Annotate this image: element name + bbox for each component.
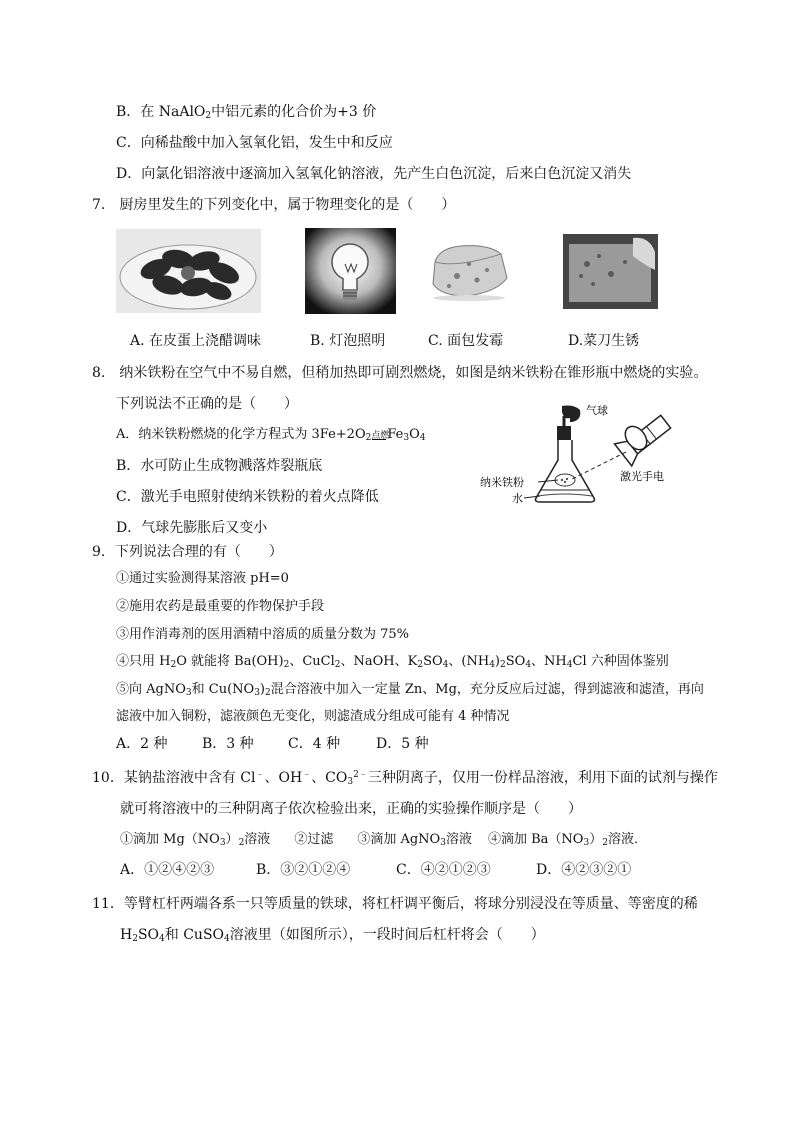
q10-option-a: A．①②④②③ bbox=[120, 862, 215, 878]
q8-experiment-diagram bbox=[478, 398, 708, 510]
q7-stem: 7. 厨房里发生的下列变化中，属于物理变化的是（ ） bbox=[92, 197, 456, 213]
q9-statement-1: ①通过实验测得某溶液 pH=0 bbox=[116, 571, 289, 586]
q7-image-light-bulb bbox=[305, 228, 396, 314]
q8-option-d: D．气球先膨胀后又变小 bbox=[116, 520, 268, 536]
q9-statement-3: ③用作消毒剂的医用酒精中溶质的质量分数为 75% bbox=[116, 627, 410, 642]
q8-option-b: B．水可防止生成物溅落炸裂瓶底 bbox=[116, 458, 323, 474]
q9-statement-5: ⑤向 AgNO$_3$和 $Cu(NO_3)_2$混合溶液中加入一定量 Zn、Mg，充分反应后过滤，得到滤液和滤渣，再向 bbox=[116, 682, 704, 698]
q10-option-d: D．④②③②① bbox=[536, 862, 632, 878]
q7-option-b: B. 灯泡照明 bbox=[310, 333, 386, 349]
q9-statement-4: ④只用 $H_2O$ 就能将 $Ba(OH)_2$、CuCl$_2$、NaOH、$K_2SO_4$、$(NH_4)_2SO_4$、$NH_4Cl$ 六种固体鉴别 bbox=[116, 654, 669, 670]
q9-option-c: C．4 种 bbox=[288, 736, 341, 752]
q6-option-d: D．向氯化铝溶液中逐滴加入氢氧化钠溶液，先产生白色沉淀，后来白色沉淀又消失 bbox=[116, 166, 632, 182]
label-iron-powder: 纳米铁粉 bbox=[480, 477, 524, 489]
q7-image-preserved-egg bbox=[116, 229, 261, 313]
q7-option-d: D.菜刀生锈 bbox=[568, 333, 640, 349]
q10-stem-line2: 就可将溶液中的三种阴离子依次检验出来，正确的实验操作顺序是（ ） bbox=[120, 801, 582, 817]
q6-option-b: B．在 NaAlO$_2$中铝元素的化合价为+3 价 bbox=[116, 104, 377, 121]
q7-option-a: A. 在皮蛋上浇醋调味 bbox=[130, 333, 262, 349]
label-laser-flashlight: 激光手电 bbox=[620, 471, 664, 483]
q8-option-a: A．纳米铁粉燃烧的化学方程式为 $3Fe+2O_2$点燃$Fe_3O_4$ bbox=[116, 427, 426, 443]
q9-option-b: B．3 种 bbox=[202, 736, 254, 752]
q6-option-c: C．向稀盐酸中加入氢氧化铝，发生中和反应 bbox=[116, 135, 393, 151]
q10-stem: 10．某钠盐溶液中含有 Cl﹣、OH﹣、$CO_3^{2﹣}$三种阴离子，仅用一份样品溶液，利用下面的试剂与操作 bbox=[92, 770, 718, 787]
label-balloon: 气球 bbox=[586, 405, 608, 417]
q9-option-d: D．5 种 bbox=[376, 736, 429, 752]
q7-image-moldy-bread bbox=[427, 240, 512, 302]
q9-statement-5-cont: 滤液中加入铜粉，滤液颜色无变化，则滤渣成分组成可能有 4 种情况 bbox=[116, 709, 510, 724]
q11-stem-line2: $H_2SO_4$和 CuSO$_4$溶液里（如图所示），一段时间后杠杆将会（ ） bbox=[120, 927, 545, 944]
q7-option-c: C. 面包发霉 bbox=[428, 333, 504, 349]
label-water: 水 bbox=[512, 493, 523, 505]
q10-option-c: C．④②①②③ bbox=[396, 862, 491, 878]
q11-stem: 11．等臂杠杆两端各系一只等质量的铁球，将杠杆调平衡后，将球分别浸没在等质量、等密度的稀 bbox=[92, 896, 698, 912]
q10-option-b: B．③②①②④ bbox=[256, 862, 351, 878]
q7-image-rusty-knife bbox=[563, 234, 658, 309]
q8-option-c: C．激光手电照射使纳米铁粉的着火点降低 bbox=[116, 489, 379, 505]
q10-operations: ①滴加 $Mg(NO_3)_2$溶液 ②过滤 ③滴加 AgNO$_3$溶液 ④滴加 $Ba(NO_3)_2$溶液． bbox=[120, 832, 647, 848]
q9-stem: 9．下列说法合理的有（ ） bbox=[92, 544, 283, 560]
q8-stem-line2: 下列说法不正确的是（ ） bbox=[116, 396, 298, 412]
flask-shape bbox=[536, 440, 595, 502]
q8-stem: 8. 纳米铁粉在空气中不易自燃，但稍加热即可剧烈燃烧，如图是纳米铁粉在锥形瓶中燃烧的实验。 bbox=[92, 365, 708, 381]
q9-statement-2: ②施用农药是最重要的作物保护手段 bbox=[116, 599, 325, 614]
q9-option-a: A．2 种 bbox=[116, 736, 168, 752]
